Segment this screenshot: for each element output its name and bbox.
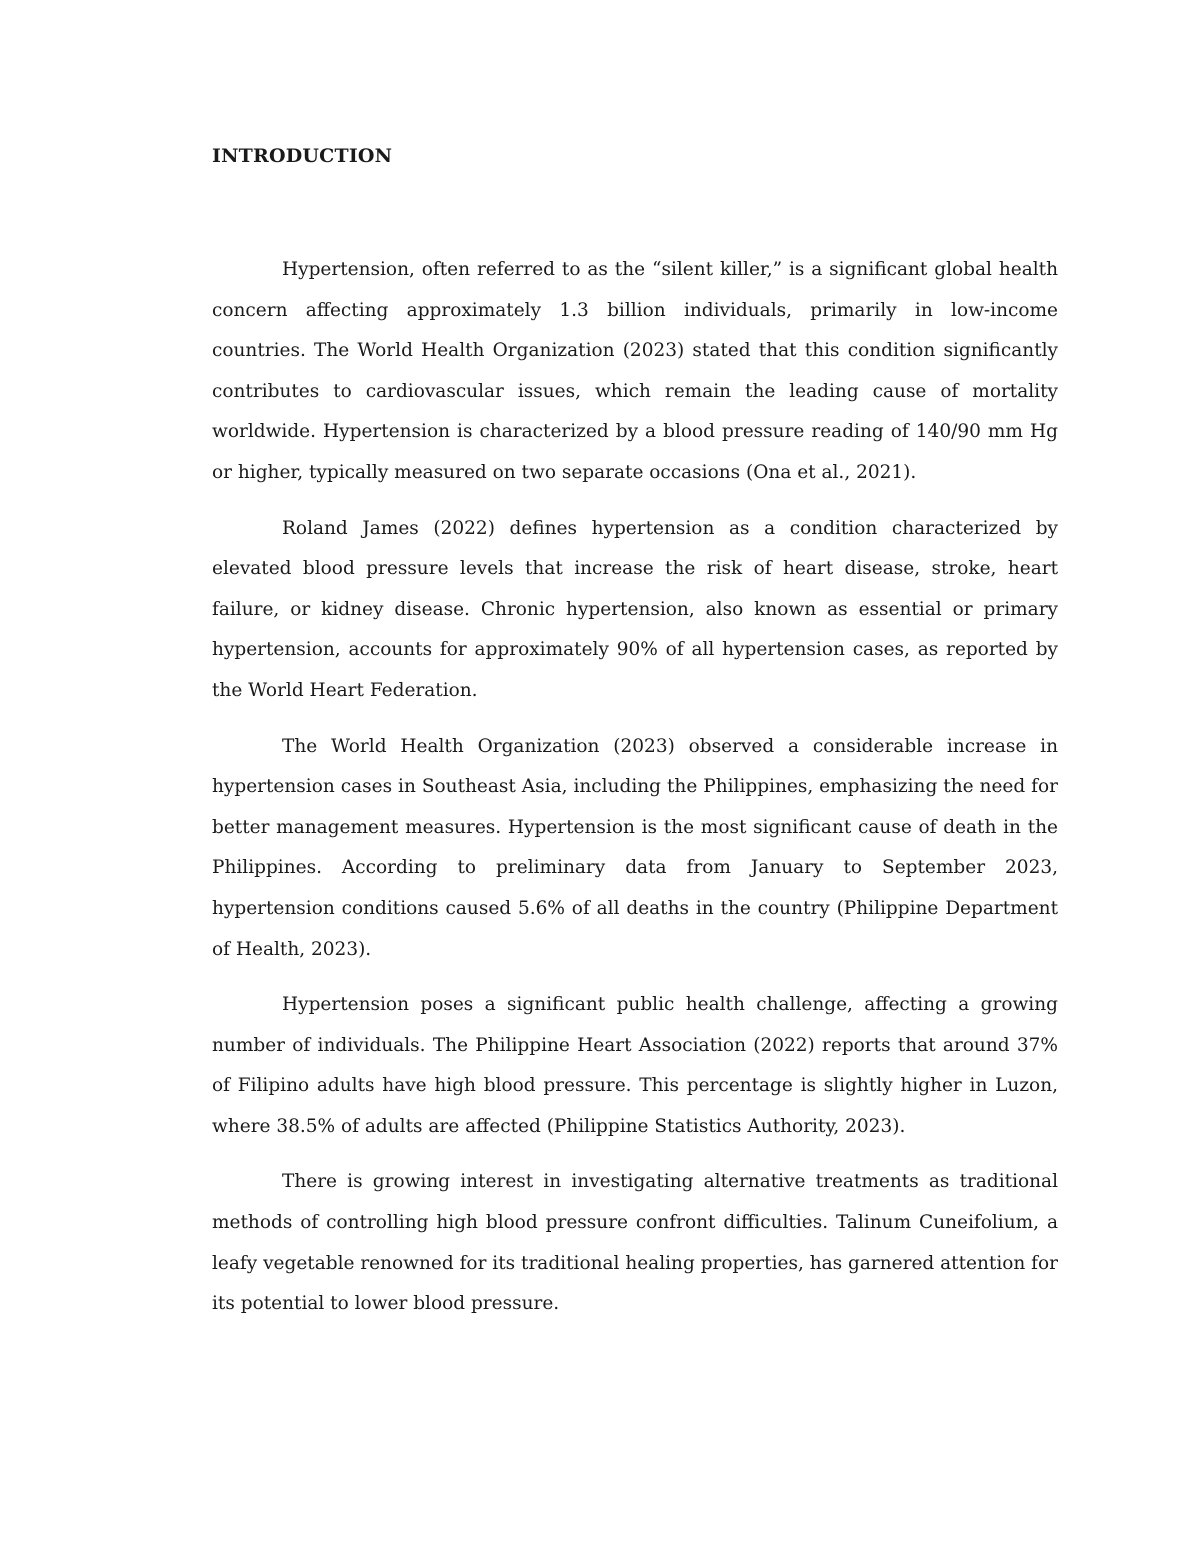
paragraph-5: There is growing interest in investigating alternative treatments as traditional methods of controlling high blood pressure confront difficulties. Talinum Cuneifolium, a leafy vegetable renowned for its traditional healing properties, has garnered attention for its potential to lower blood pressure. (212, 1171, 1058, 1315)
paragraph-1: Hypertension, often referred to as the “silent killer,” is a significant global health concern affecting approximately 1.3 billion individuals, primarily in low-income countries. The World Health Organization (2023) stated that this condition significantly contributes to cardiovascular issues, which remain the leading cause of mortality worldwide. Hypertension is characterized by a blood pressure reading of 140/90 mm Hg or higher, typically measured on two separate occasions (Ona et al., 2021). (212, 259, 1058, 483)
paragraph-2: Roland James (2022) defines hypertension as a condition characterized by elevated blood pressure levels that increase the risk of heart disease, stroke, heart failure, or kidney disease. Chronic hypertension, also known as essential or primary hypertension, accounts for approximately 90% of all hypertension cases, as reported by the World Heart Federation. (212, 517, 1058, 701)
body-text (212, 250, 1058, 1340)
paragraph-4: Hypertension poses a significant public health challenge, affecting a growing number of individuals. The Philippine Heart Association (2022) reports that around 37% of Filipino adults have high blood pressure. This percentage is slightly higher in Luzon, where 38.5% of adults are affected (Philippine Statistics Authority, 2023). (212, 994, 1058, 1137)
section-heading: INTRODUCTION (212, 145, 393, 167)
paragraph-3: The World Health Organization (2023) observed a considerable increase in hypertension cases in Southeast Asia, including the Philippines, emphasizing the need for better management measures. Hypertension is the most significant cause of death in the Philippines. According to preliminary data from January to September 2023, hypertension conditions caused 5.6% of all deaths in the country (Philippine Department of Health, 2023). (212, 735, 1058, 960)
